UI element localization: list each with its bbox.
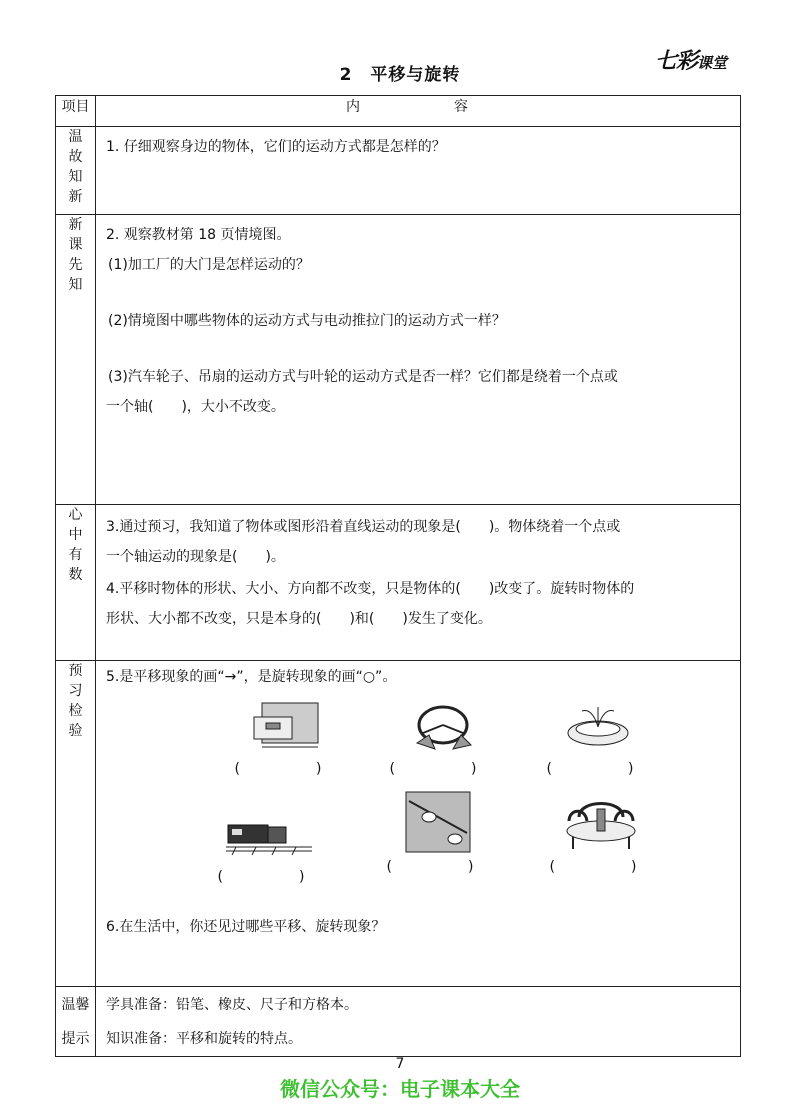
train-item (214, 817, 324, 887)
drawer-item (231, 699, 341, 779)
header-content: 内 容 (96, 96, 741, 127)
image-grid (106, 687, 730, 917)
answer-blank[interactable]: ( ) (389, 761, 493, 777)
question-2-3b: 一个轴( )，大小不改变。 (106, 399, 285, 415)
brand-logo: 七彩课堂 (655, 49, 728, 74)
question-4b: 形状、大小都不改变，只是本身的( )和( )发生了变化。 (106, 611, 492, 627)
fountain-illustration (564, 699, 632, 755)
steering-wheel-illustration (407, 699, 475, 755)
carousel-illustration (563, 795, 639, 853)
answer-blank[interactable]: ( ) (386, 859, 490, 875)
answer-blank[interactable]: ( ) (549, 859, 653, 875)
answer-blank[interactable]: ( ) (234, 761, 338, 777)
section-mind (56, 505, 741, 661)
train-illustration (226, 817, 312, 857)
section-check (56, 661, 741, 987)
section-label: 温故知新 (56, 127, 96, 215)
question-3a: 3.通过预习，我知道了物体或图形沿着直线运动的现象是( )。物体绕着一个点或 (106, 519, 621, 535)
page-number: 7 (395, 1056, 405, 1072)
carousel-item (546, 795, 656, 877)
cable-car-illustration (405, 791, 471, 853)
page-title: 2 平移与旋转 (339, 65, 461, 85)
section-label: 温馨 提示 (56, 987, 96, 1057)
header-item: 项目 (56, 96, 96, 127)
question-2-1: (1)加工厂的大门是怎样运动的？ (108, 257, 310, 273)
answer-blank[interactable]: ( ) (546, 761, 650, 777)
section-label: 预习检验 (56, 661, 96, 987)
section-tips (56, 987, 741, 1057)
question-3b: 一个轴运动的现象是( )。 (106, 549, 285, 565)
fountain-item (543, 699, 653, 779)
question-2: 2. 观察教材第 18 页情境图。 (106, 227, 291, 243)
section-label: 新课先知 (56, 215, 96, 505)
tips-line-1: 学具准备：铅笔、橡皮、尺子和方格本。 (106, 997, 358, 1013)
steering-wheel-item (386, 699, 496, 779)
question-2-2: (2)情境图中哪些物体的运动方式与电动推拉门的运动方式一样？ (108, 313, 506, 329)
section-review (56, 127, 741, 215)
tips-line-2: 知识准备：平移和旋转的特点。 (106, 1031, 302, 1047)
section-preview (56, 215, 741, 505)
question-6: 6.在生活中，你还见过哪些平移、旋转现象？ (106, 919, 386, 935)
answer-blank[interactable]: ( ) (217, 869, 321, 885)
lesson-table (55, 95, 741, 1057)
drawer-illustration (252, 699, 320, 755)
question-1: 1. 仔细观察身边的物体，它们的运动方式都是怎样的？ (106, 139, 446, 155)
question-5: 5.是平移现象的画“→”，是旋转现象的画“○”。 (106, 669, 397, 685)
section-label: 心中有数 (56, 505, 96, 661)
question-4a: 4.平移时物体的形状、大小、方向都不改变，只是物体的( )改变了。旋转时物体的 (106, 581, 635, 597)
footer-watermark: 微信公众号：电子课本大全 (280, 1077, 520, 1101)
cable-car-item (383, 791, 493, 877)
table-header-row (56, 96, 741, 127)
question-2-3a: (3)汽车轮子、吊扇的运动方式与叶轮的运动方式是否一样？它们都是绕着一个点或 (108, 369, 618, 385)
